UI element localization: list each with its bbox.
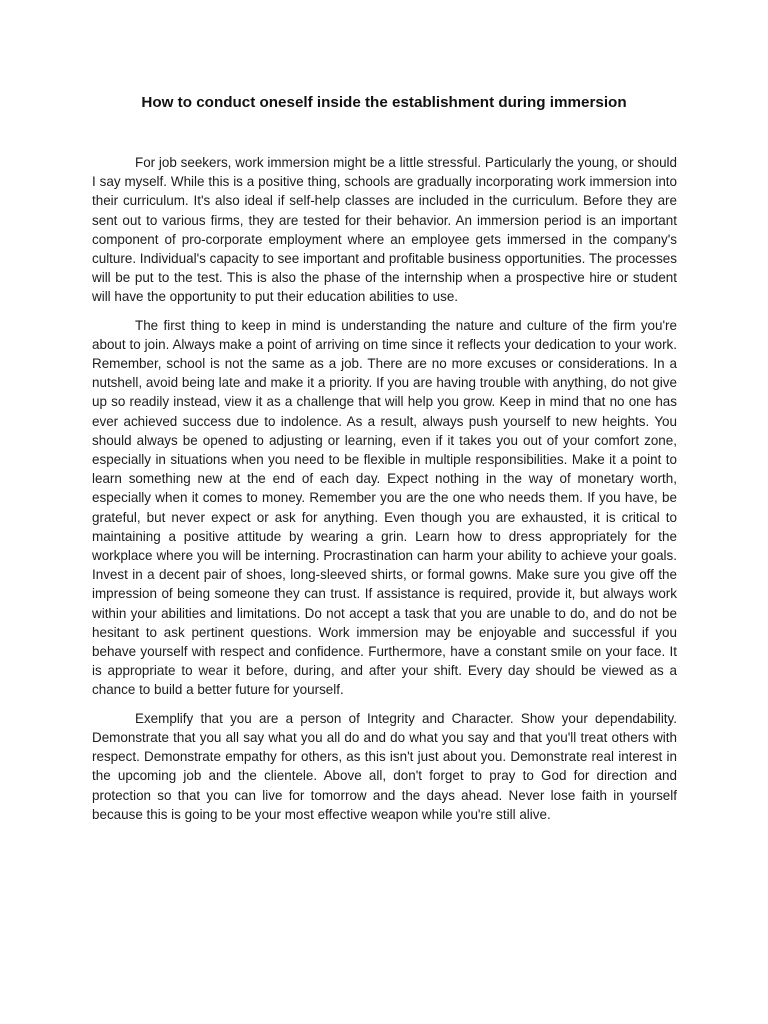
paragraph-1: For job seekers, work immersion might be a little stressful. Particularly the young, or should I say myself. While this is a positive thing, schools are gradually incorporating work immersion into their curriculum. It's also ideal if self-help classes are included in the curriculum. Before they are sent out to various firms, they are tested for their behavior. An immersion period is an important component of pro-corporate employment where an employee gets immersed in the company's culture. Individual's capacity to see important and profitable business opportunities. The processes will be put to the test. This is also the phase of the internship when a prospective hire or student will have the opportunity to put their education abilities to use.: [92, 155, 677, 305]
document-body: [92, 153, 677, 833]
document-title: How to conduct oneself inside the establishment during immersion: [141, 94, 627, 111]
paragraph-2: The first thing to keep in mind is understanding the nature and culture of the firm you're about to join. Always make a point of arriving on time since it reflects your dedication to your work. Remember, school is not the same as a job. There are no more excuses or considerations. In a nutshell, avoid being late and make it a priority. If you are having trouble with anything, do not give up so readily instead, view it as a challenge that will help you grow. Keep in mind that no one has ever achieved success due to indolence. As a result, always push yourself to new heights. You should always be opened to adjusting or learning, even if it takes you out of your comfort zone, especially in situations when you need to be flexible in multiple responsibilities. Make it a point to learn something new at the end of each day. Expect nothing in the way of monetary worth, especially when it comes to money. Remember you are the one who needs them. If you have, be grateful, but never expect or ask for anything. Even though you are exhausted, it is critical to maintaining a positive attitude by wearing a grin. Learn how to dress appropriately for the workplace where you will be interning. Procrastination can harm your ability to achieve your goals. Invest in a decent pair of shoes, long-sleeved shirts, or formal gowns. Make sure you give off the impression of being someone they can trust. If assistance is required, provide it, but always work within your abilities and limitations. Do not accept a task that you are unable to do, and do not be hesitant to ask pertinent questions. Work immersion may be enjoyable and successful if you behave yourself with respect and confidence. Furthermore, have a constant smile on your face. It is appropriate to wear it before, during, and after your shift. Every day should be viewed as a chance to build a better future for yourself.: [92, 317, 677, 698]
paragraph-3: Exemplify that you are a person of Integrity and Character. Show your dependability. Demonstrate that you all say what you all do and do what you say and that you'll treat others with respect. Demonstrate empathy for others, as this isn't just about you. Demonstrate real interest in the upcoming job and the clientele. Above all, don't forget to pray to God for direction and protection so that you can live for tomorrow and the days ahead. Never lose faith in yourself because this is going to be your most effective weapon while you're still alive.: [92, 710, 677, 822]
